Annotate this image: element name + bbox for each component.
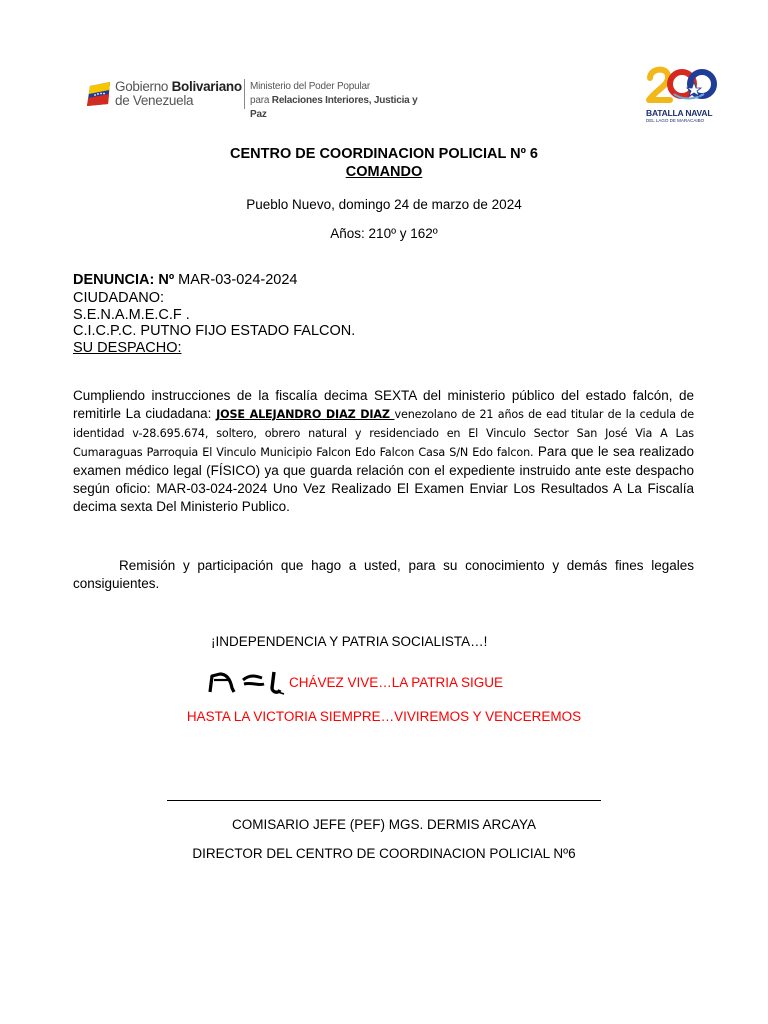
slogan-hasta-la-victoria: HASTA LA VICTORIA SIEMPRE…VIVIREMOS Y VENCEREMOS <box>186 709 582 724</box>
su-despacho-label: SU DESPACHO: <box>73 340 182 356</box>
signer-name: COMISARIO JEFE (PEF) MGS. DERMIS ARCAYA <box>231 817 537 832</box>
slogan-chavez-vive: CHÁVEZ VIVE…LA PATRIA SIGUE <box>289 675 504 690</box>
citizen-name: JOSE ALEJANDRO DIAZ DIAZ <box>216 408 395 421</box>
ciudadano-label: CIUDADANO: <box>73 290 165 306</box>
venezuela-flag-icon <box>86 80 112 110</box>
anniversary-logo <box>640 64 720 126</box>
recipient-org-cicpc: C.I.C.P.C. PUTNO FIJO ESTADO FALCON. <box>73 323 356 339</box>
denuncia-line <box>73 272 297 289</box>
logo-divider <box>244 79 245 109</box>
government-logo <box>86 76 431 120</box>
ministry-name: Ministerio del Poder Popular para Relaciones Interiores, Justicia y Paz <box>250 81 418 120</box>
document-subtitle: COMANDO <box>345 164 423 180</box>
government-name: Gobierno Bolivariano de Venezuela <box>115 79 242 108</box>
bicentennial-emblem-icon <box>644 64 718 106</box>
document-title: CENTRO DE COORDINACION POLICIAL Nº 6 <box>230 146 538 162</box>
slogan-independencia: ¡INDEPENDENCIA Y PATRIA SOCIALISTA…! <box>211 634 488 649</box>
citizen-details: venezolano de 21 años de ead titular de la cedula de identidad v-28.695.674, soltero, obrero natural y residenciado en El Vinculo Sector San José Via A Las Cumaraguas Parroquia El Vinculo Municipio Falcon Edo Falcon Casa S/N Edo falcon. <box>73 408 694 459</box>
document-date: Pueblo Nuevo, domingo 24 de marzo de 2024 <box>246 197 522 212</box>
denuncia-number: MAR-03-024-2024 <box>174 272 298 288</box>
anniversary-caption: BATALLA NAVAL <box>646 108 713 118</box>
body-paragraph-closing: Remisión y participación que hago a usted, para su conocimiento y demás fines legales consiguientes. <box>73 558 694 591</box>
body-paragraph-instructions: Cumpliendo instrucciones de la fiscalía decima SEXTA del ministerio público del estado falcón, de remitirle La ciudadana: JOSE ALEJANDRO DIAZ DIAZ venezolano de 21 años de ead titular de la cedula de identidad v-28.695.674, soltero, obrero natural y residenciado en El Vinculo Sector San José Via A Las Cumaraguas Parroquia El Vinculo Municipio Falcon Edo Falcon Casa S/N Edo falcon. Para que le sea realizado examen médico legal (FÍSICO) ya que guarda relación con el expediente instruido ante este despacho según oficio: MAR-03-024-2024 Uno Vez Realizado El Examen Enviar Los Resultados A La Fiscalía decima sexta Del Ministerio Publico. <box>73 388 694 514</box>
anniversary-subcaption: DEL LAGO DE MARACAIBO <box>646 118 705 123</box>
denuncia-label: DENUNCIA: Nº <box>73 272 175 288</box>
signature-line <box>167 800 601 801</box>
years-line: Años: 210º y 162º <box>330 226 438 241</box>
signer-title: DIRECTOR DEL CENTRO DE COORDINACION POLICIAL Nº6 <box>192 846 576 861</box>
chavez-signature-icon <box>208 668 290 696</box>
recipient-org-senamecf: S.E.N.A.M.E.C.F . <box>73 307 190 323</box>
